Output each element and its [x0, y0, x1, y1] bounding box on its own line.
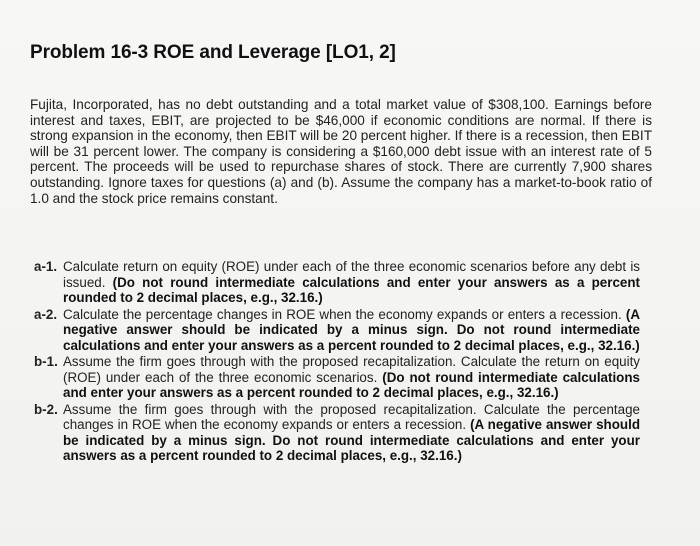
question-text: Assume the firm goes through with the proposed recapitalization. Calculate the return on equity (ROE) under each of the three economic scenarios. [63, 354, 640, 385]
problem-title: Problem 16-3 ROE and Leverage [LO1, 2] [30, 42, 396, 63]
question-b2 [34, 402, 640, 464]
question-text: Calculate return on equity (ROE) under each of the three economic scenarios before any debt is issued. [63, 259, 640, 290]
question-label: b-2. [34, 401, 58, 417]
problem-intro: Fujita, Incorporated, has no debt outstanding and a total market value of $308,100. Earnings before interest and taxes, EBIT, are projected to be $46,000 if economic conditions are normal. If there is strong expansion in the economy, then EBIT will be 20 percent higher. If there is a recession, then EBIT will be 31 percent lower. The company is considering a $160,000 debt issue with an interest rate of 5 percent. The proceeds will be used to repurchase shares of stock. There are currently 7,900 shares outstanding. Ignore taxes for questions (a) and (b). Assume the company has a market-to-book ratio of 1.0 and the stock price remains constant. [30, 97, 652, 206]
question-a2 [34, 307, 640, 354]
question-instruction: (A negative answer should be indicated by a minus sign. Do not round intermediate calculations and enter your answers as a percent rounded to 2 decimal places, e.g., 32.16.) [63, 306, 640, 353]
question-text: Calculate the percentage changes in ROE when the economy expands or enters a recession. [63, 306, 626, 322]
question-instruction: (Do not round intermediate calculations and enter your answers as a percent rounded to 2 decimal places, e.g., 32.16.) [63, 274, 640, 305]
question-text: Assume the firm goes through with the proposed recapitalization. Calculate the percentage changes in ROE when the economy expands or enters a recession. [63, 401, 640, 432]
question-a1 [34, 259, 640, 306]
question-list [34, 259, 640, 465]
question-label: a-2. [34, 306, 58, 322]
question-instruction: (A negative answer should be indicated by a minus sign. Do not round intermediate calculations and enter your answers as a percent rounded to 2 decimal places, e.g., 32.16.) [63, 417, 641, 463]
question-label: a-1. [34, 259, 58, 274]
question-instruction: (Do not round intermediate calculations and enter your answers as a percent rounded to 2 decimal places, e.g., 32.16.) [63, 369, 640, 400]
question-b1 [34, 354, 640, 401]
question-label: b-1. [34, 354, 58, 369]
